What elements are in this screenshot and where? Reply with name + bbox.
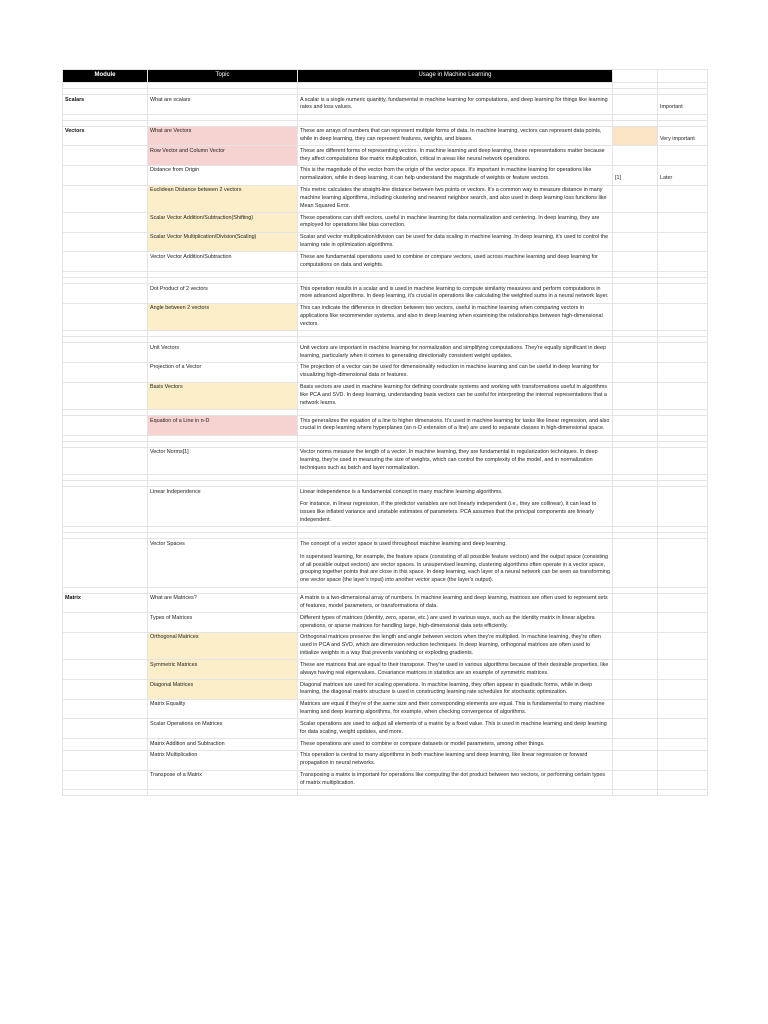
usage-cell[interactable]: This operation is central to many algorithms in both machine learning and deep learning, like linear regression or forward propagation in neural networks. [298,750,613,770]
usage-cell[interactable]: A scalar is a single numeric quantity, fundamental in machine learning for computations, and deep learning for things like learning rates and loss values. [298,95,613,115]
usage-text-continued: In supervised learning, for example, the feature space (consisting of all possible feature vectors) and the output space (consisting of all possible output vectors) are vector spaces. In unsupervised learning, clustering algorithms often operate in a vector space, grouping together points that are close in this space. In deep learning, each layer of a neural network can be seen as transforming one vector space (the layer's input) into another vector space (the layer's output). [300,553,610,584]
usage-cell[interactable]: A matrix is a two-dimensional array of numbers. In machine learning and deep learning, matrices are often used to represent sets of features, model parameters, or transformations of data. [298,593,613,613]
topic-cell[interactable]: Equation of a Line in n-D [148,416,298,436]
table-row [63,382,708,409]
table-row [63,613,708,633]
usage-cell[interactable]: These are fundamental operations used to combine or compare vectors, used across machine learning and deep learning for computations on data and weights. [298,252,613,272]
topic-cell[interactable]: Scalar Vector Multiplication/Division(Scaling) [148,232,298,252]
extra-cell[interactable] [613,126,658,146]
usage-cell[interactable]: These are arrays of numbers that can represent multiple forms of data. In machine learning, vectors can represent data points, while in deep learning, they can represent features, weights, and biases. [298,126,613,146]
usage-cell[interactable]: These operations are used to combine or compare datasets or model parameters, among other things. [298,739,613,751]
topic-cell[interactable]: Vector Norms[1] [148,447,298,474]
header-topic[interactable]: Topic [148,70,298,83]
usage-cell[interactable]: Different types of matrices (identity, zero, sparse, etc.) are used in various ways, such as the identity matrix in linear algebra operations, or sparse matrices for handling large, high-dimensional data sets efficiently. [298,613,613,633]
usage-cell[interactable]: Transposing a matrix is important for operations like computing the dot product between two vectors, or performing certain types of matrix multiplication. [298,770,613,790]
topic-cell[interactable]: Angle between 2 vectors [148,303,298,330]
usage-cell[interactable]: Scalar operations are used to adjust all elements of a matrix by a fixed value. This is used in machine learning and deep learning for data scaling, weight updates, and more. [298,719,613,739]
table-row [63,680,708,700]
topic-cell[interactable]: Matrix Multiplication [148,750,298,770]
topic-cell[interactable]: Scalar Vector Addition/Subtraction(Shifting) [148,213,298,233]
table-row [63,750,708,770]
topic-cell[interactable]: Types of Matrices [148,613,298,633]
table-row [63,719,708,739]
usage-cell[interactable]: Diagonal matrices are used for scaling operations. In machine learning, they often appear in quadratic forms, while in deep learning, the diagonal matrix structure is used in constructing learning rate schedules for stochastic optimization. [298,680,613,700]
usage-cell[interactable]: This operation results in a scalar and is used in machine learning to compute similarity measures and perform computations in more advanced algorithms. In deep learning, it's crucial in operations like calculating the weighted sums in a neural network layer. [298,284,613,304]
topic-cell[interactable]: Unit Vectors [148,343,298,363]
topic-cell[interactable]: Transpose of a Matrix [148,770,298,790]
usage-cell[interactable]: This is the magnitude of the vector from the origin of the vector space. It's important in machine learning for operations like normalization, while in deep learning, it can help understand the magnitude of weights or feature vectors. [298,165,613,185]
table-row [63,126,708,146]
table-row [63,343,708,363]
priority-cell[interactable]: Important [658,95,708,115]
table-row [63,487,708,527]
topic-cell[interactable]: Basis Vectors [148,382,298,409]
table-row [63,303,708,330]
topic-cell[interactable]: Dot Product of 2 vectors [148,284,298,304]
topic-cell[interactable]: Scalar Operations on Matrices [148,719,298,739]
header-usage[interactable]: Usage in Machine Learning [298,70,613,83]
header-module[interactable]: Module [63,70,148,83]
topic-cell[interactable]: Diagonal Matrices [148,680,298,700]
usage-cell[interactable]: These are matrices that are equal to their transpose. They're used in various algorithms because of their desirable properties, like always having real eigenvalues. Covariance matrices in statistics are an example of symmetric matrices. [298,660,613,680]
usage-cell[interactable]: These operations can shift vectors, useful in machine learning for data normalization and centering. In deep learning, they are employed for operations like bias correction. [298,213,613,233]
usage-text: The concept of a vector space is used throughout machine learning and deep learning. [300,540,507,547]
spreadsheet [62,69,707,796]
topic-cell[interactable]: Distance from Origin [148,165,298,185]
usage-cell[interactable]: This can indicate the difference in direction between two vectors, useful in machine learning when comparing vectors in applications like recommender systems, and also in deep learning when examining the relationships between high-dimensional vectors. [298,303,613,330]
usage-cell[interactable]: This generalizes the equation of a line to higher dimensions. It's used in machine learning for tasks like linear regression, and also crucial in deep learning where hyperplanes (an n-D extension of a line) are used to separate classes in high-dimensional space. [298,416,613,436]
topic-cell[interactable]: Matrix Addition and Subtraction [148,739,298,751]
topic-cell[interactable]: Linear Independence [148,487,298,527]
module-cell[interactable]: Scalars [63,95,148,115]
usage-cell[interactable]: These are different forms of representing vectors. In machine learning and deep learning, these representations matter because they affect computations like matrix multiplication, critical in areas like neural network operations. [298,146,613,166]
table-row [63,593,708,613]
topic-cell[interactable]: Matrix Equality [148,699,298,719]
topic-cell[interactable]: What are Matrices? [148,593,298,613]
topic-cell[interactable]: Symmetric Matrices [148,660,298,680]
usage-cell[interactable]: Unit vectors are important in machine learning for normalization and simplifying computations. They're equally significant in deep learning, particularly when it comes to generating directionally consistent weight updates. [298,343,613,363]
footnote-cell[interactable]: [1] [613,165,658,185]
usage-text-continued: For instance, in linear regression, if the predictor variables are not linearly independent (i.e., they are collinear), it can lead to issues like inflated variance and unstable estimates of parameters. PCA assumes that the principal components are linearly independent. [300,501,597,524]
table-row [63,739,708,751]
table-row [63,447,708,474]
table-row [63,252,708,272]
usage-cell[interactable]: Orthogonal matrices preserve the length and angle between vectors when they're multiplied. In machine learning, they're often used in PCA and SVD, which are dimension reduction techniques. In deep learning, orthogonal matrices are often used to initialize weights in a way that prevents vanishing or exploding gradients. [298,632,613,659]
topic-cell[interactable]: Vector Vector Addition/Subtraction [148,252,298,272]
table-row [63,660,708,680]
topics-table [62,69,708,796]
table-row [63,95,708,115]
usage-cell[interactable] [298,487,613,527]
table-row [63,232,708,252]
topic-cell[interactable]: Orthogonal Matrices [148,632,298,659]
usage-cell[interactable]: Matrices are equal if they're of the same size and their corresponding elements are equal. This is fundamental to many machine learning and deep learning algorithms, for example, when checking convergence of algorithms. [298,699,613,719]
usage-cell[interactable]: The projection of a vector can be used for dimensionality reduction in machine learning and can be useful in deep learning for visualizing high-dimensional data or features. [298,362,613,382]
table-row [63,362,708,382]
extra-cell[interactable] [613,95,658,115]
table-row [63,165,708,185]
table-row [63,213,708,233]
priority-cell[interactable]: Very important [658,126,708,146]
usage-cell[interactable]: Scalar and vector multiplication/division can be used for data scaling in machine learning. In deep learning, it's used to control the learning rate in optimization algorithms. [298,232,613,252]
table-row [63,416,708,436]
header-empty-2[interactable] [658,70,708,83]
topic-cell[interactable]: What are scalars [148,95,298,115]
topic-cell[interactable]: What are Vectors [148,126,298,146]
topic-cell[interactable]: Euclidean Distance between 2 vectors [148,185,298,212]
usage-cell[interactable] [298,539,613,587]
table-row [63,632,708,659]
header-row [63,70,708,83]
table-row [63,284,708,304]
usage-cell[interactable]: Basis vectors are used in machine learning for defining coordinate systems and working with transformations useful in algorithms like PCA and SVD. In deep learning, understanding basis vectors can be useful for interpreting the internal representations that a network learns. [298,382,613,409]
usage-text: Linear independence is a fundamental concept in many machine learning algorithms. [300,488,503,495]
table-row [63,185,708,212]
topic-cell[interactable]: Projection of a Vector [148,362,298,382]
topic-cell[interactable]: Vector Spaces [148,539,298,587]
table-row [63,770,708,790]
topic-cell[interactable]: Row Vector and Column Vector [148,146,298,166]
usage-cell[interactable]: Vector norms measure the length of a vector. In machine learning, they are fundamental in regularization techniques. In deep learning, they're used in measuring the size of weights, which can control the complexity of the model, and in normalization techniques such as batch and layer normalization. [298,447,613,474]
usage-cell[interactable]: This metric calculates the straight-line distance between two points or vectors. It's a common way to measure distance in many machine learning algorithms, including clustering and nearest neighbor search, and also used in deep learning loss functions like Mean Squared Error. [298,185,613,212]
table-row [63,699,708,719]
module-cell[interactable]: Vectors [63,126,148,146]
module-cell[interactable]: Matrix [63,593,148,613]
header-empty-1[interactable] [613,70,658,83]
table-row [63,539,708,587]
table-row [63,146,708,166]
priority-cell[interactable]: Later [658,165,708,185]
